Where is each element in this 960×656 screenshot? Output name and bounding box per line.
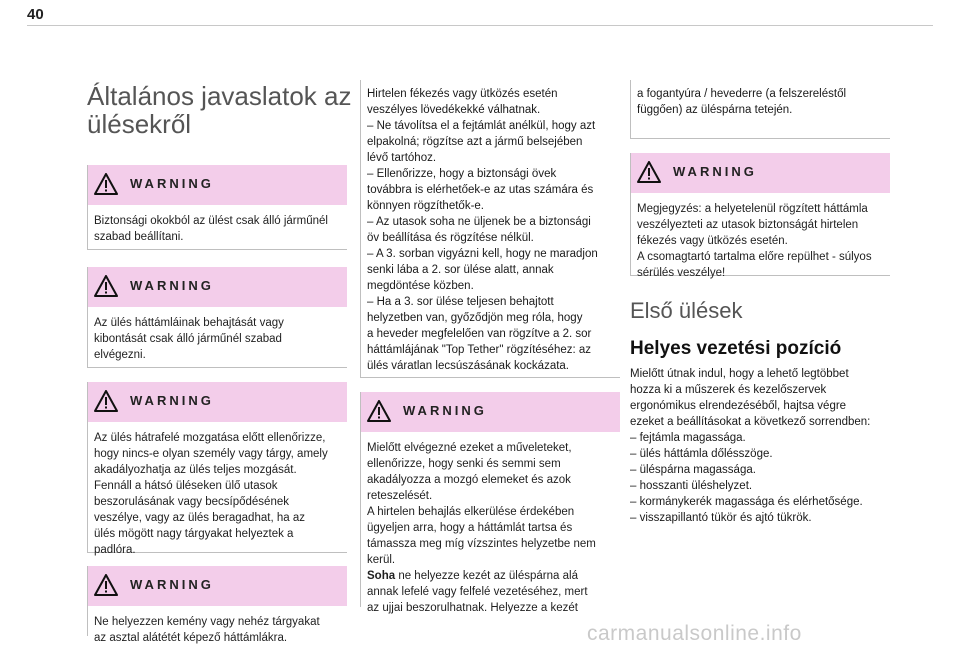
text-line: sérülés veszélye! (637, 267, 726, 279)
text-line: – A 3. sorban vigyázni kell, hogy ne maradjon (367, 248, 598, 260)
top-divider (27, 25, 933, 26)
warning-header (88, 165, 347, 205)
text-line: Mielőtt elvégezné ezeket a műveleteket, (367, 442, 572, 454)
warning-box (87, 165, 347, 250)
body-text (630, 366, 890, 526)
watermark: carmanualsonline.info (587, 622, 802, 645)
warning-label: WARNING (403, 403, 487, 418)
text-line: – Ha a 3. sor ülése teljesen behajtott (367, 296, 554, 308)
text-line: – Ellenőrizze, hogy a biztonsági övek (367, 168, 557, 180)
text-line: ülés mögött nagy tárgyakat helyeztek a (94, 528, 294, 540)
warning-header (88, 382, 347, 422)
bold-word: Soha (367, 570, 396, 582)
text-line: hogy nincs-e olyan személy vagy tárgy, amely (94, 448, 328, 460)
warning-box (360, 392, 620, 614)
warning-label: WARNING (130, 577, 214, 592)
text-line: ergonómikus elrendezéséből, hajtsa végre (630, 400, 847, 412)
text-line: kerül. (367, 554, 396, 566)
warning-label: WARNING (130, 176, 214, 191)
text-line: könnyen rögzíthetők-e. (367, 200, 484, 212)
text-line: kibontását csak álló járműnél szabad (94, 333, 282, 345)
text-line: Ne helyezzen kemény vagy nehéz tárgyakat (94, 616, 320, 628)
text-line: az ujjai beszorulhatnak. Helyezze a kezét (367, 602, 578, 614)
text-line: akadályozhatja az ülés teljes mozgását. (94, 464, 297, 476)
text-line: senki lába a 2. sor ülése alatt, annak (367, 264, 554, 276)
warning-box (87, 382, 347, 556)
subsection-title: Helyes vezetési pozíció (630, 338, 842, 359)
text-line: – Ne távolítsa el a fejtámlát anélkül, hogy azt (367, 120, 596, 132)
warning-text (361, 432, 620, 626)
column-1 (87, 81, 352, 644)
text-run: ne helyezze kezét az üléspárna alá (395, 570, 578, 582)
text-line: Az ülés hátrafelé mozgatása előtt ellenőrizze, (94, 432, 326, 444)
warning-text (88, 205, 347, 255)
text-line: veszélyezteti az utasok biztonságát hirtelen (637, 219, 859, 231)
warning-text (88, 422, 347, 568)
warning-triangle-icon (94, 275, 118, 297)
text-line: Fennáll a hátsó üléseken ülő utasok (94, 480, 278, 492)
title-line: ülésekről (87, 109, 192, 139)
warning-triangle-icon (94, 574, 118, 596)
title-line: Általános javaslatok az (87, 81, 352, 111)
text-line: beszorulásának vagy becsípődésének (94, 496, 289, 508)
text-line: elpakolná; rögzítse azt a jármű belsejében (367, 136, 583, 148)
page-number: 40 (27, 6, 44, 23)
warning-triangle-icon (94, 173, 118, 195)
text-line: reteszelését. (367, 490, 433, 502)
text-line: veszélye, vagy az ülés beragadhat, ha az (94, 512, 305, 524)
text-line: – ülés háttámla dőlésszöge. (630, 448, 773, 460)
text-line: öv beállítása és rögzítése nélkül. (367, 232, 534, 244)
text-line: – hosszanti üléshelyzet. (630, 480, 753, 492)
text-line: – üléspárna magassága. (630, 464, 756, 476)
text-line: függően) az üléspárna tetején. (637, 104, 793, 116)
text-line: elvégezni. (94, 349, 146, 361)
warning-triangle-icon (637, 161, 661, 183)
warning-header (88, 267, 347, 307)
page-title (87, 81, 352, 139)
text-line: Hirtelen fékezés vagy ütközés esetén (367, 88, 558, 100)
warning-box (87, 267, 347, 368)
warning-box (630, 153, 890, 279)
text-line: hozza ki a műszerek és kezelőszervek (630, 384, 827, 396)
text-line: ügyeljen arra, hogy a háttámlát tartsa és (367, 522, 573, 534)
text-line: Megjegyzés: a helyetelenül rögzített háttámla (637, 203, 868, 215)
warning-triangle-icon (367, 400, 391, 422)
text-line: megdöntése közben. (367, 280, 474, 292)
text-line: fékezés vagy ütközés esetén. (637, 235, 788, 247)
text-line: akadályozza a mozgó elemeket és azok (367, 474, 571, 486)
text-line: az asztal alátétét képező háttámlákra. (94, 632, 288, 644)
warning-text (88, 307, 347, 373)
section-title: Első ülések (630, 298, 743, 323)
text-line: helyzetben van, győződjön meg róla, hogy (367, 312, 583, 324)
text-line: – kormánykerék magassága és elérhetősége. (630, 496, 863, 508)
text-line: ülés váratlan lecsúszásának kockázata. (367, 360, 569, 372)
warning-text (631, 193, 890, 291)
text-line: Biztonsági okokból az ülést csak álló járműnél (94, 215, 328, 227)
text-line: ezeket a beállításokat a következő sorrendben: (630, 416, 871, 428)
text-line: ellenőrizze, hogy senki és semmi sem (367, 458, 561, 470)
text-line: szabad beállítani. (94, 231, 184, 243)
text-line: lévő tartóhoz. (367, 152, 437, 164)
warning-header (631, 153, 890, 193)
text-line (367, 568, 614, 584)
warning-label: WARNING (130, 278, 214, 293)
warning-triangle-icon (94, 390, 118, 412)
text-line: a fogantyúra / hevederre (a felszereléstől (637, 88, 847, 100)
text-line: – Az utasok soha ne üljenek be a biztonsági (367, 216, 591, 228)
text-line: a heveder megfelelően van rögzítve a 2. sor (367, 328, 592, 340)
text-line: annak lefelé vagy felfelé vezetéséhez, mert (367, 586, 588, 598)
text-line: Mielőtt útnak indul, hogy a lehető legtöbbet (630, 368, 849, 380)
text-line: Az ülés háttámláinak behajtását vagy (94, 317, 284, 329)
warning-label: WARNING (673, 164, 757, 179)
text-line: háttámlájának "Top Tether" rögzítéséhez: az (367, 344, 592, 356)
text-line: – visszapillantó tükör és ajtó tükrök. (630, 512, 812, 524)
text-line: veszélyes lövedékekké válhatnak. (367, 104, 541, 116)
warning-box (87, 566, 347, 644)
text-line: – fejtámla magassága. (630, 432, 746, 444)
text-line: padlóra. (94, 544, 136, 556)
continued-text-box (630, 80, 890, 139)
warning-label: WARNING (130, 393, 214, 408)
continued-text-box (360, 80, 620, 378)
column-2 (360, 80, 620, 614)
column-3 (630, 80, 890, 526)
text-line: továbbra is elérhetőek-e az utas számára és (367, 184, 594, 196)
text-line: A hirtelen behajlás elkerülése érdekében (367, 506, 575, 518)
text-line: támassza meg míg vízszintes helyzetbe nem (367, 538, 596, 550)
text-line: A csomagtartó tartalma előre repülhet - súlyos (637, 251, 872, 263)
warning-header (361, 392, 620, 432)
warning-header (88, 566, 347, 606)
